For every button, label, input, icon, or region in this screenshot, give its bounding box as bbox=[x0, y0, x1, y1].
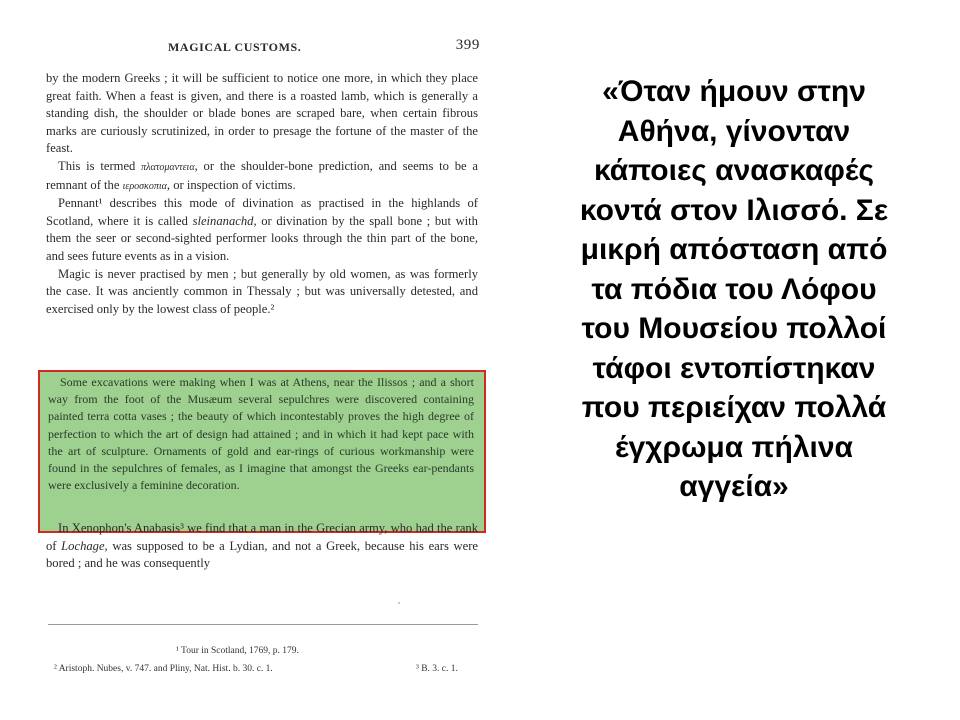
italic-term: Lochage bbox=[61, 538, 105, 553]
quote-line: τα πόδια του Λόφου bbox=[591, 272, 877, 306]
greek-quote bbox=[528, 72, 940, 507]
quote-line: κάποιες ανασκαφές bbox=[593, 154, 874, 187]
text-run: In Xenophon's Anabasis³ we find that a man in the Grecian army, who had the rank of bbox=[46, 521, 478, 553]
scan-speck bbox=[398, 602, 400, 604]
footnote-1: ¹ Tour in Scotland, 1769, p. 179. bbox=[176, 646, 299, 656]
quote-line: που περιείχαν πολλά bbox=[581, 391, 887, 424]
text-run: , or the shoulder-bone prediction, and seems to be a remnant of the bbox=[46, 158, 479, 192]
footnote-2: ² Aristoph. Nubes, v. 747. and Pliny, Nat. Hist. b. 30. c. 1. bbox=[54, 664, 273, 674]
quote-line: αγγεία» bbox=[679, 470, 789, 503]
quote-line: «Όταν ήμουν στην bbox=[602, 75, 866, 108]
running-head-title: MAGICAL CUSTOMS. bbox=[168, 40, 302, 54]
greek-term: ιεροσκοπια bbox=[122, 180, 167, 192]
continuation-text bbox=[46, 520, 478, 573]
footnote-rule bbox=[48, 624, 478, 625]
greek-term: πλατομαντεια bbox=[141, 161, 195, 173]
scanned-book-page bbox=[36, 36, 488, 682]
paragraph bbox=[46, 520, 478, 573]
quote-line: κοντά στον Ιλισσό. Σε bbox=[579, 193, 889, 227]
body-text bbox=[46, 70, 478, 318]
highlighted-text bbox=[48, 374, 474, 494]
page-number: 399 bbox=[455, 37, 480, 53]
quote-line: τάφοι εντοπίστηκαν bbox=[592, 351, 876, 385]
text-run: , was supposed to be a Lydian, and not a Greek, because his ears were bored ; and he was consequently bbox=[46, 538, 478, 571]
text-run: , or inspection of victims. bbox=[166, 177, 296, 192]
text-run: Pennant¹ describes this mode of divination as practised in the highlands of Scotland, where it is called bbox=[46, 196, 478, 228]
paragraph bbox=[46, 158, 478, 195]
paragraph: by the modern Greeks ; it will be sufficient to notice one more, in which they place great faith. When a feast is given, and there is a roasted lamb, which is generally a standing dish, the shoulder or blade bones are scraped bare, when certain fibrous marks are curiously scrutinized, in order to presage the fortune of the master of the feast. bbox=[46, 71, 478, 156]
quote-line: έγχρωμα πήλινα bbox=[615, 430, 853, 464]
footnote-3: ³ B. 3. c. 1. bbox=[416, 664, 458, 674]
quote-line: μικρή απόσταση από bbox=[580, 233, 888, 266]
highlighted-paragraph: Some excavations were making when I was at Athens, near the Ilissos ; and a short way from the foot of the Musæum several sepulchres were discovered containing painted terra cotta vases ; the beauty of which incontestably proves the high degree of perfection to which the art of design had attained ; and in which it had kept pace with the art of sculpture. Ornaments of gold and ear-rings of curious workmanship were found in the sepulchres of females, as I imagine that amongst the Greeks ear-pendants were exclusively a feminine decoration. bbox=[48, 375, 474, 493]
quote-line: Αθήνα, γίνονταν bbox=[617, 114, 851, 148]
quote-line: του Μουσείου πολλοί bbox=[581, 312, 887, 345]
paragraph: Magic is never practised by men ; but generally by old women, as was formerly the case. It was anciently common in Thessaly ; but was universally detested, and exercised only by the lowest class of people.² bbox=[46, 266, 478, 316]
text-run: , or divination by the spall bone ; but with them the seer or second-sighted performer looks through the thin part of the bone, and sees future events as in a vision. bbox=[46, 213, 478, 263]
text-run: This is termed bbox=[58, 158, 142, 173]
paragraph bbox=[46, 195, 478, 265]
italic-term: sleinanachd bbox=[192, 213, 254, 228]
